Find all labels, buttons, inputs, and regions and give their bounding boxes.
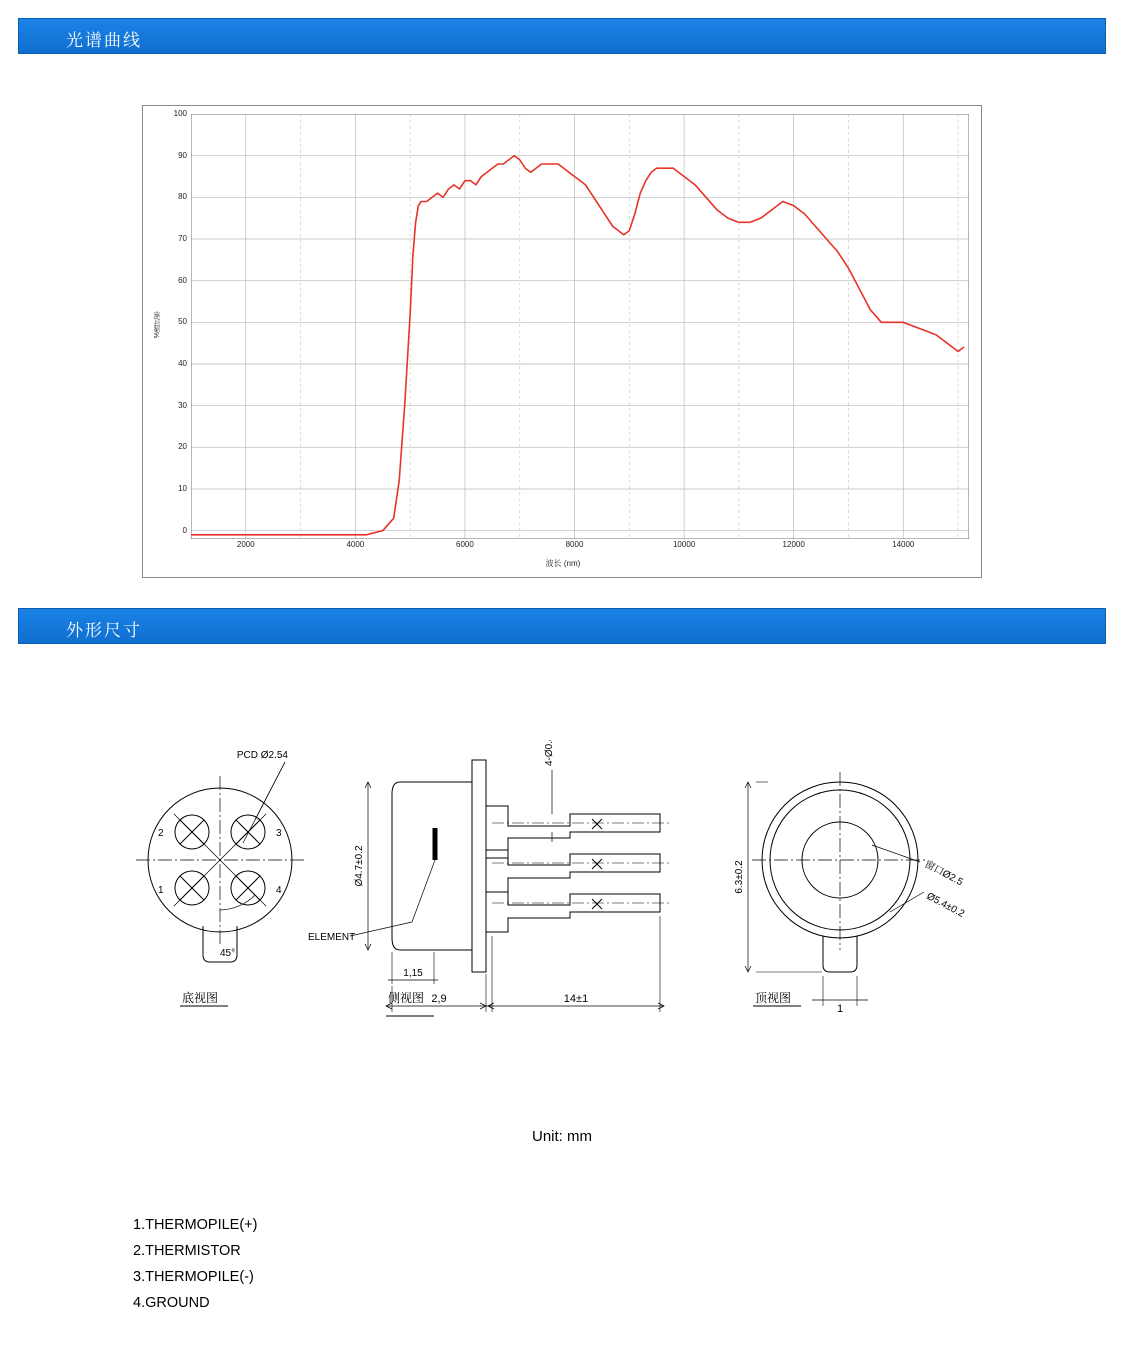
pin-number-4: 4 [276, 885, 282, 896]
annotation-hole-dia: 4-Ø0.45 [544, 740, 555, 766]
section-title-outline: 外形尺寸 [66, 621, 142, 640]
chart-x-tick-label: 6000 [456, 540, 474, 549]
list-item: 1.THERMOPILE(+) [133, 1217, 258, 1233]
annotation-dim-115: 1,15 [403, 968, 423, 979]
list-item: 4.GROUND [133, 1295, 210, 1311]
pin-number-1: 1 [158, 885, 164, 896]
chart-x-tick-label: 8000 [565, 540, 584, 549]
chart-y-tick-label: 80 [178, 192, 187, 202]
annotation-height-total: 6.3±0.2 [734, 860, 745, 894]
annotation-dim-lead: 14±1 [563, 993, 589, 1005]
chart-y-axis-label: %透过率 [154, 311, 161, 339]
annotation-dim-29: 2,9 [431, 993, 447, 1005]
top-view-group [734, 772, 966, 1015]
chart-y-tick-label: 10 [178, 484, 187, 493]
view-label-top: 顶视图 [755, 991, 792, 1005]
annotation-window: 窗口Ø2.5 [922, 858, 965, 889]
mechanical-drawing-svg [100, 740, 1030, 1070]
mechanical-drawing [100, 740, 1030, 1070]
section-header-outline [18, 608, 1106, 644]
chart-y-tick-label: 40 [178, 359, 187, 368]
annotation-flange-dia: Ø5.4±0.2 [924, 890, 967, 920]
view-label-side: 侧视图 [388, 991, 425, 1005]
list-item: 3.THERMOPILE(-) [133, 1269, 254, 1285]
pin-number-2: 2 [158, 828, 164, 839]
chart-y-tick-label: 60 [178, 275, 187, 285]
chart-x-axis-label: 波长 (nm) [545, 559, 581, 568]
chart-y-tick-label: 100 [173, 109, 187, 118]
section-header-spectrum [18, 18, 1106, 54]
chart-y-tick-label: 30 [178, 400, 187, 410]
chart-y-tick-label: 50 [178, 317, 187, 327]
chart-y-tick-label: 70 [178, 234, 187, 243]
chart-plot-area [191, 114, 969, 539]
unit-note: Unit: mm [532, 1128, 592, 1145]
annotation-body-dia: Ø4.7±0.2 [354, 845, 365, 887]
chart-x-tick-label: 4000 [346, 540, 365, 549]
pin-number-3: 3 [276, 828, 282, 839]
list-item: 2.THERMISTOR [133, 1243, 241, 1259]
annotation-element: ELEMENT [308, 932, 356, 943]
chart-x-tick-label: 2000 [236, 540, 255, 549]
chart-x-tick-label: 10000 [672, 540, 696, 549]
chart-svg [191, 114, 969, 539]
section-title-spectrum: 光谱曲线 [66, 31, 142, 50]
chart-y-tick-label: 90 [178, 150, 187, 160]
chart-y-tick-label: 20 [178, 442, 187, 452]
bottom-view-group [136, 750, 304, 1006]
spectral-curve-chart [142, 105, 982, 578]
side-view-group [308, 740, 670, 1016]
view-label-bottom: 底视图 [182, 991, 219, 1005]
annotation-pcd: PCD Ø2.54 [236, 750, 288, 761]
chart-x-tick-label: 12000 [782, 540, 805, 549]
chart-x-tick-label: 14000 [892, 540, 915, 549]
annotation-angle: 45° [220, 948, 236, 959]
chart-y-tick-label: 0 [182, 525, 187, 535]
pin-definition-list [133, 1212, 257, 1316]
annotation-dim-1: 1 [836, 1003, 844, 1015]
